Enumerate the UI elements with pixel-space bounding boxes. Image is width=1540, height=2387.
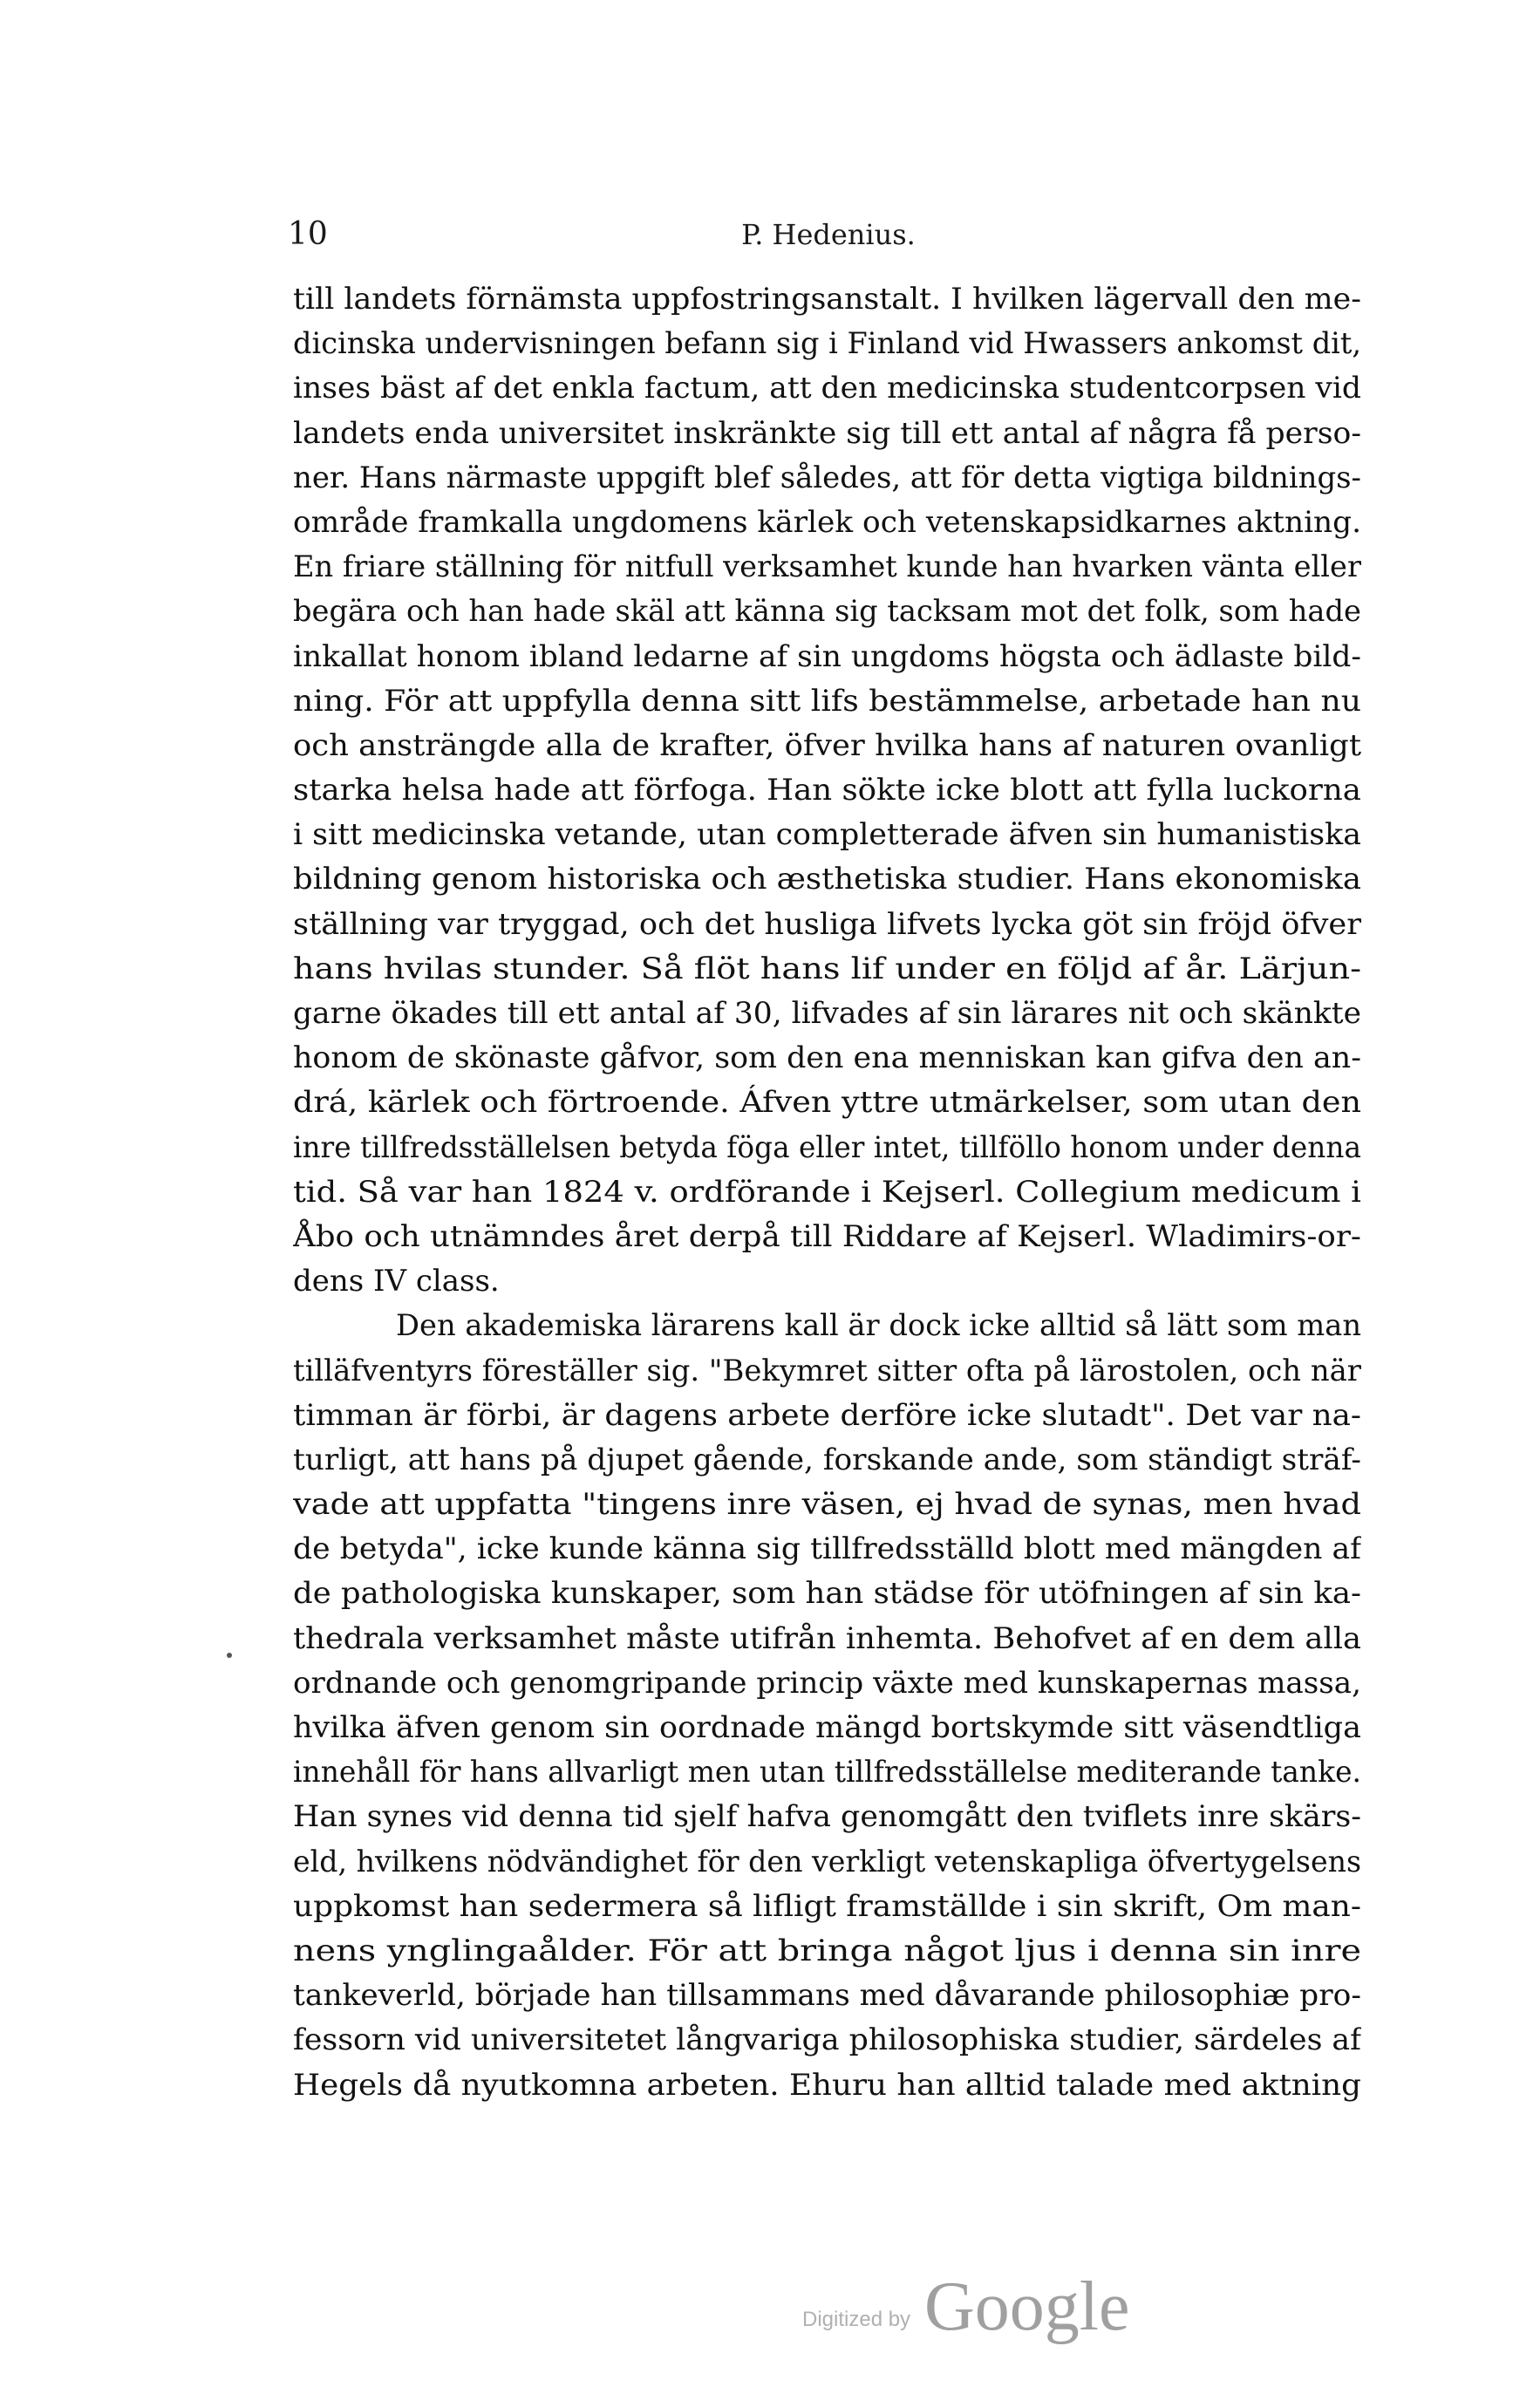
digitized-by-google-watermark <box>802 2268 1151 2346</box>
text-line-content: innehåll för hans allvarligt men utan tillfredsställelse mediterande tanke. <box>293 1755 1361 1790</box>
text-line <box>293 992 1361 1036</box>
text-line-content: honom de skönaste gåfvor, som den ena menniskan kan gifva den an- <box>293 1040 1361 1076</box>
text-line <box>293 412 1361 456</box>
page-number: 10 <box>288 216 328 252</box>
text-line <box>293 903 1361 947</box>
text-line <box>293 1394 1361 1438</box>
text-line-content: Han synes vid denna tid sjelf hafva genomgått den tviflets inre skärs- <box>293 1799 1361 1835</box>
text-line <box>293 1572 1361 1616</box>
text-line-content: uppkomst han sedermera så lifligt framställde i sin skrift, Om man- <box>293 1888 1361 1924</box>
watermark-prefix: Digitized by <box>802 2308 911 2331</box>
text-line <box>293 1795 1361 1839</box>
text-line-content: ordnande och genomgripande princip växte med kunskapernas massa, <box>293 1665 1361 1701</box>
text-line <box>293 857 1361 902</box>
text-line <box>293 1885 1361 1929</box>
text-line <box>293 456 1361 501</box>
text-line-content: inre tillfredsställelsen betyda föga eller intet, tillföllo honom under denna <box>293 1129 1361 1165</box>
text-line-content: tid. Så var han 1824 v. ordförande i Kejserl. Collegium medicum i <box>293 1174 1361 1210</box>
text-line-content: timman är förbi, är dagens arbete derföre icke slutadt". Det var na- <box>293 1397 1361 1433</box>
text-line-content: dens IV class. <box>293 1264 500 1299</box>
text-line <box>293 1661 1361 1706</box>
text-line <box>293 1974 1361 2018</box>
text-line <box>293 2063 1361 2108</box>
text-line <box>293 590 1361 634</box>
text-line-content: En friare ställning för nitfull verksamhet kunde han hvarken vänta eller <box>293 549 1361 585</box>
text-line <box>293 1617 1361 1661</box>
running-header <box>288 216 1369 251</box>
text-line <box>293 1304 1361 1348</box>
running-title: P. Hedenius. <box>741 218 916 251</box>
text-line-content: de betyda", icke kunde känna sig tillfredsställd blott med mängden af <box>293 1531 1361 1567</box>
google-logo: Google <box>924 2268 1130 2345</box>
text-line <box>293 635 1361 679</box>
text-line-content: Hegels då nyutkomna arbeten. Ehuru han alltid talade med aktning <box>293 2067 1361 2103</box>
text-line <box>293 1527 1361 1572</box>
text-line <box>293 1215 1361 1259</box>
text-line-content: i sitt medicinska vetande, utan completterade äfven sin humanistiska <box>293 817 1361 853</box>
text-line <box>293 1929 1361 1974</box>
text-line-content: inkallat honom ibland ledarne af sin ungdoms högsta och ädlaste bild- <box>293 638 1361 674</box>
text-line-content: och ansträngde alla de krafter, öfver hvilka hans af naturen ovanligt <box>293 727 1361 763</box>
text-line-content: starka helsa hade att förfoga. Han sökte icke blott att fylla luckorna <box>293 773 1361 808</box>
text-line <box>293 1750 1361 1795</box>
text-line-content: hans hvilas stunder. Så flöt hans lif under en följd af år. Lärjun- <box>293 951 1361 986</box>
text-line-content: Den akademiska lärarens kall är dock icke alltid så lätt som man <box>396 1308 1361 1344</box>
text-line-content: garne ökades till ett antal af 30, lifvades af sin lärares nit och skänkte <box>293 996 1361 1031</box>
text-line-content: turligt, att hans på djupet gående, forskande ande, som ständigt sträf- <box>293 1442 1361 1477</box>
text-line <box>293 322 1361 366</box>
text-line <box>293 813 1361 857</box>
body-text <box>293 277 1361 2108</box>
text-line-content: drá, kärlek och förtroende. Áfven yttre utmärkelser, som utan den <box>293 1085 1361 1121</box>
text-line-content: begära och han hade skäl att känna sig tacksam mot det folk, som hade <box>293 594 1361 630</box>
text-line-content: bildning genom historiska och æsthetiska studier. Hans ekonomiska <box>293 862 1361 897</box>
text-line-content: inses bäst af det enkla factum, att den medicinska studentcorpsen vid <box>293 371 1361 406</box>
text-line-content: nens ynglingaålder. För att bringa något ljus i denna sin inre <box>293 1933 1361 1968</box>
text-line <box>293 501 1361 545</box>
text-line-content: fessorn vid universitetet långvariga philosophiska studier, särdeles af <box>293 2022 1361 2058</box>
text-line <box>293 1483 1361 1527</box>
text-line-content: tankeverld, började han tillsammans med dåvarande philosophiæ pro- <box>293 1978 1361 2014</box>
text-line-content: område framkalla ungdomens kärlek och vetenskapsidkarnes aktning. <box>293 504 1361 540</box>
text-line-content: Åbo och utnämndes året derpå till Riddare af Kejserl. Wladimirs-or- <box>293 1218 1361 1254</box>
text-line-content: thedrala verksamhet måste utifrån inhemta. Behofvet af en dem alla <box>293 1620 1361 1656</box>
text-line <box>293 1036 1361 1081</box>
text-line <box>293 1349 1361 1394</box>
text-line-content: vade att uppfatta "tingens inre väsen, ej hvad de synas, men hvad <box>293 1487 1361 1523</box>
text-line-content: landets enda universitet inskränkte sig till ett antal af några få perso- <box>293 415 1361 451</box>
text-line <box>293 679 1361 724</box>
text-line <box>293 1126 1361 1170</box>
text-line-content: hvilka äfven genom sin oordnade mängd bortskymde sitt väsendtliga <box>293 1710 1361 1745</box>
text-line-content: till landets förnämsta uppfostringsanstalt. I hvilken lägervall den me- <box>293 282 1361 317</box>
text-line <box>293 1081 1361 1125</box>
text-line-content: dicinska undervisningen befann sig i Finland vid Hwassers ankomst dit, <box>293 326 1361 362</box>
text-line <box>293 277 1361 322</box>
text-line-content: ner. Hans närmaste uppgift blef således, att för detta vigtiga bildnings- <box>293 460 1361 495</box>
text-line <box>293 768 1361 813</box>
text-line <box>293 1438 1361 1483</box>
text-line <box>293 947 1361 992</box>
text-line <box>293 1706 1361 1750</box>
text-line-content: ställning var tryggad, och det husliga lifvets lycka göt sin fröjd öfver <box>293 906 1361 942</box>
margin-mark <box>227 1653 232 1658</box>
text-line-content: de pathologiska kunskaper, som han städse för utöfningen af sin ka- <box>293 1576 1361 1612</box>
text-line <box>293 1259 1361 1304</box>
text-line <box>293 545 1361 590</box>
text-line-content: ning. För att uppfylla denna sitt lifs bestämmelse, arbetade han nu <box>293 683 1361 719</box>
text-line <box>293 2018 1361 2063</box>
text-line <box>293 724 1361 768</box>
text-line <box>293 1840 1361 1885</box>
text-line-content: tilläfventyrs föreställer sig. "Bekymret sitter ofta på lärostolen, och när <box>293 1353 1361 1388</box>
text-line <box>293 1170 1361 1215</box>
text-line <box>293 366 1361 411</box>
text-line-content: eld, hvilkens nödvändighet för den verkligt vetenskapliga öfvertygelsens <box>293 1844 1361 1879</box>
